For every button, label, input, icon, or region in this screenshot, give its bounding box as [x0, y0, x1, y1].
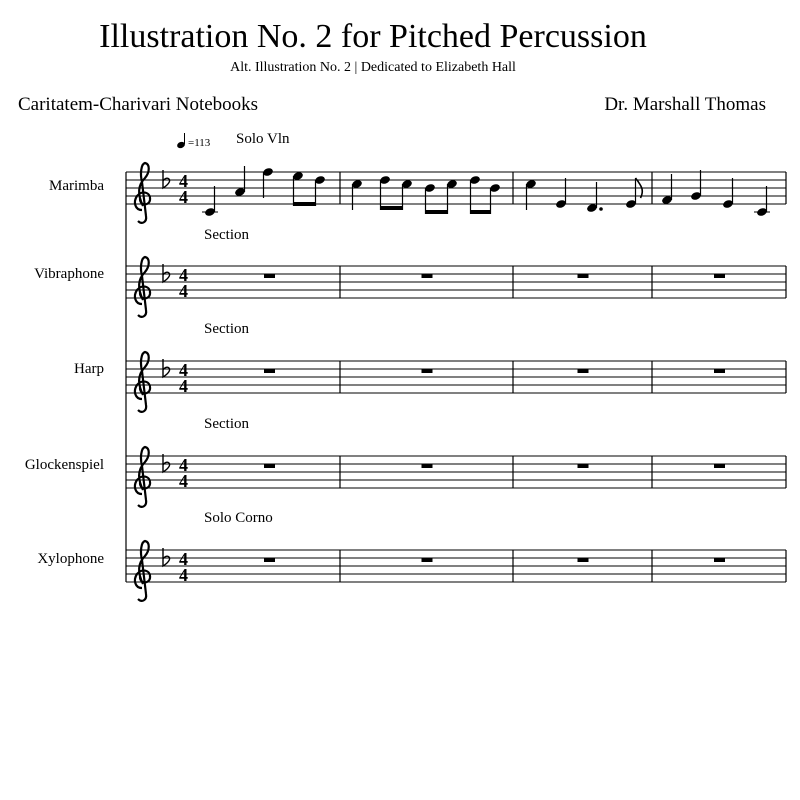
- staff-harp: [126, 352, 786, 456]
- score-subtitle: Alt. Illustration No. 2 | Dedicated to Elizabeth Hall: [230, 60, 516, 75]
- time-signature-numerator: 4: [179, 549, 188, 569]
- time-signature-denominator: 4: [179, 565, 188, 585]
- whole-rest: [264, 464, 275, 468]
- time-signature-denominator: 4: [179, 187, 188, 207]
- tempo-text: =113: [188, 137, 211, 149]
- whole-rest: [264, 558, 275, 562]
- time-signature-numerator: 4: [179, 171, 188, 191]
- staff-glockenspiel: [126, 447, 786, 550]
- staff-vibraphone: [126, 257, 786, 361]
- whole-rest: [422, 274, 433, 278]
- flat-icon: [163, 548, 170, 566]
- whole-rest: [578, 464, 589, 468]
- flat-icon: [163, 359, 170, 377]
- time-signature-denominator: 4: [179, 281, 188, 301]
- note-beam: [426, 210, 448, 214]
- flat-icon: [163, 454, 170, 472]
- staff-xylophone: [126, 541, 786, 601]
- time-signature-numerator: 4: [179, 265, 188, 285]
- whole-rest: [714, 464, 725, 468]
- staff-text-vibraphone: Section: [204, 227, 249, 243]
- composer-name: Dr. Marshall Thomas: [604, 94, 766, 115]
- flat-icon: [163, 264, 170, 282]
- time-signature-denominator: 4: [179, 376, 188, 396]
- part-name-xylophone: Xylophone: [37, 551, 104, 567]
- whole-rest: [264, 274, 275, 278]
- whole-rest: [578, 558, 589, 562]
- staff-text-harp: Section: [204, 321, 249, 337]
- part-name-glockenspiel: Glockenspiel: [24, 457, 104, 473]
- part-name-harp: Harp: [74, 361, 104, 377]
- staff-text-xylophone: Solo Corno: [204, 510, 273, 526]
- whole-rest: [264, 369, 275, 373]
- staff-text-glockenspiel: Section: [204, 416, 249, 432]
- score-title: Illustration No. 2 for Pitched Percussion: [99, 18, 647, 55]
- dot: [599, 207, 603, 211]
- staff-marimba: [126, 163, 786, 266]
- publisher-name: Caritatem-Charivari Notebooks: [18, 94, 259, 115]
- whole-rest: [714, 369, 725, 373]
- whole-rest: [578, 274, 589, 278]
- whole-rest: [578, 369, 589, 373]
- part-name-vibraphone: Vibraphone: [34, 266, 104, 282]
- whole-rest: [422, 369, 433, 373]
- whole-rest: [422, 464, 433, 468]
- note-beam: [471, 210, 491, 214]
- flat-icon: [163, 170, 170, 188]
- whole-rest: [422, 558, 433, 562]
- tempo-marking: [176, 133, 211, 149]
- time-signature-denominator: 4: [179, 471, 188, 491]
- whole-rest: [714, 558, 725, 562]
- note-beam: [294, 202, 316, 206]
- part-name-marimba: Marimba: [49, 178, 104, 194]
- time-signature-numerator: 4: [179, 360, 188, 380]
- time-signature-numerator: 4: [179, 455, 188, 475]
- whole-rest: [714, 274, 725, 278]
- staff-text-marimba: Solo Vln: [236, 131, 290, 147]
- note-beam: [381, 206, 403, 210]
